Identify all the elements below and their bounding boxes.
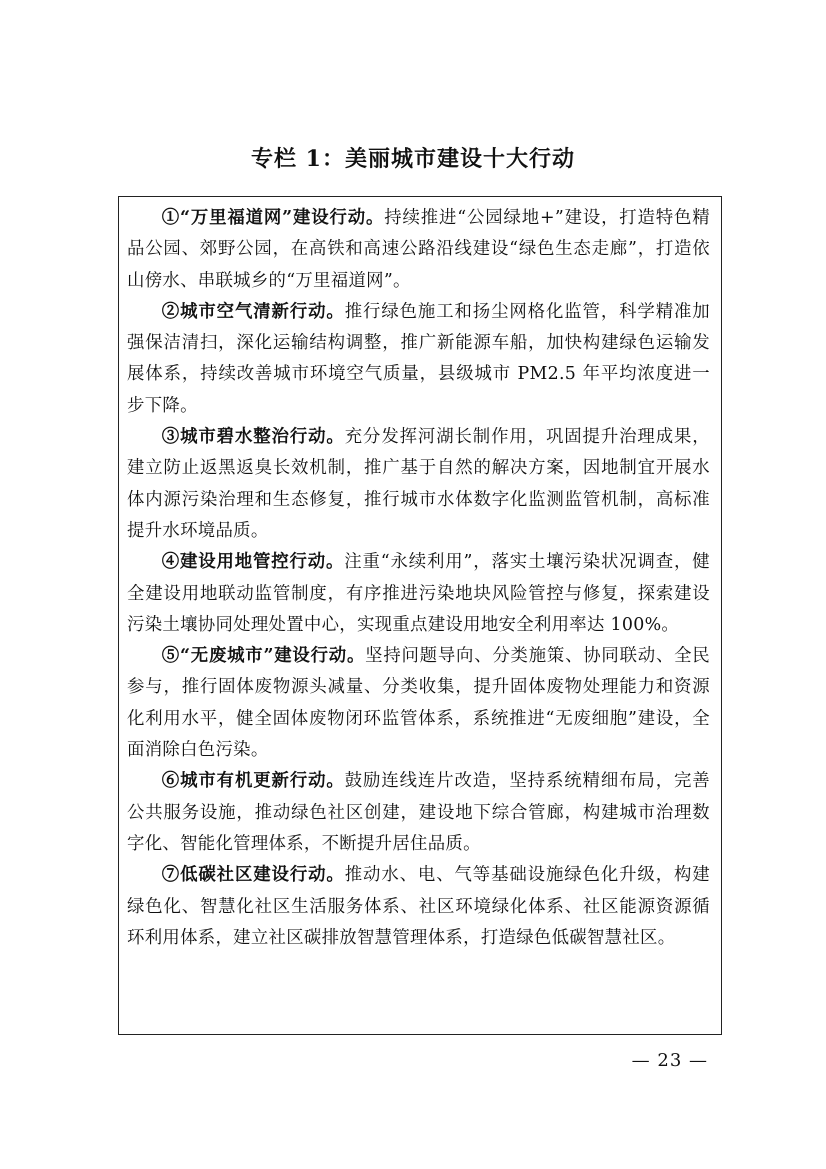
paragraph-heading: ⑥城市有机更新行动。	[161, 771, 345, 792]
paragraph-heading: ⑤“无废城市”建设行动。	[161, 646, 366, 667]
page-number: — 23 —	[631, 1050, 708, 1071]
paragraph-text: 注重“永续利用”，落实土壤污染状况调查，健全建设用地联动监管制度，有序推进污染地块风险管控与修复，探索建设污染土壤协同处理处置中心，实现重点建设用地安全利用率达 100%。	[127, 552, 710, 635]
paragraph-text: 坚持问题导向、分类施策、协同联动、全民参与，推行固体废物源头减量、分类收集，提升固体废物处理能力和资源化利用水平，健全固体废物闭环监管体系，系统推进“无废细胞”建设，全面消除白色污染。	[127, 646, 711, 761]
paragraph-text: 鼓励连线连片改造，坚持系统精细布局，完善公共服务设施，推动绿色社区创建，建设地下综合管廊，构建城市治理数字化、智能化管理体系，不断提升居住品质。	[127, 771, 710, 854]
paragraph-text: 充分发挥河湖长制作用，巩固提升治理成果，建立防止返黑返臭长效机制，推广基于自然的解决方案，因地制宜开展水体内源污染治理和生态修复，推行城市水体数字化监测监管机制，高标准提升水环境品质。	[127, 427, 710, 541]
paragraph-text: 持续推进“公园绿地+”建设，打造特色精品公园、郊野公园，在高铁和高速公路沿线建设“绿色生态走廊”，打造依山傍水、串联城乡的“万里福道网”。	[127, 208, 710, 291]
section-title: 专栏 1：美丽城市建设十大行动	[251, 146, 575, 172]
paragraph-3	[127, 422, 710, 547]
paragraph-4	[127, 547, 710, 641]
paragraph-2	[127, 297, 710, 422]
paragraph-6	[127, 766, 710, 860]
paragraph-5	[127, 641, 710, 766]
paragraph-heading: ⑦低碳社区建设行动。	[161, 865, 345, 886]
paragraph-7	[127, 860, 710, 954]
paragraph-text: 推动水、电、气等基础设施绿色化升级，构建绿色化、智慧化社区生活服务体系、社区环境绿化体系、社区能源资源循环利用体系，建立社区碳排放智慧管理体系，打造绿色低碳智慧社区。	[127, 865, 710, 948]
paragraph-heading: ②城市空气清新行动。	[161, 301, 345, 322]
paragraph-1	[127, 203, 710, 297]
paragraph-heading: ①“万里福道网”建设行动。	[161, 208, 385, 228]
paragraph-heading: ④建设用地管控行动。	[161, 552, 345, 573]
content-box	[118, 196, 722, 1035]
paragraph-text: 推行绿色施工和扬尘网格化监管，科学精准加强保洁清扫，深化运输结构调整，推广新能源车船，加快构建绿色运输发展体系，持续改善城市环境空气质量，县级城市 PM2.5 年平均浓度进一步下降。	[127, 301, 710, 416]
paragraph-heading: ③城市碧水整治行动。	[161, 427, 345, 448]
